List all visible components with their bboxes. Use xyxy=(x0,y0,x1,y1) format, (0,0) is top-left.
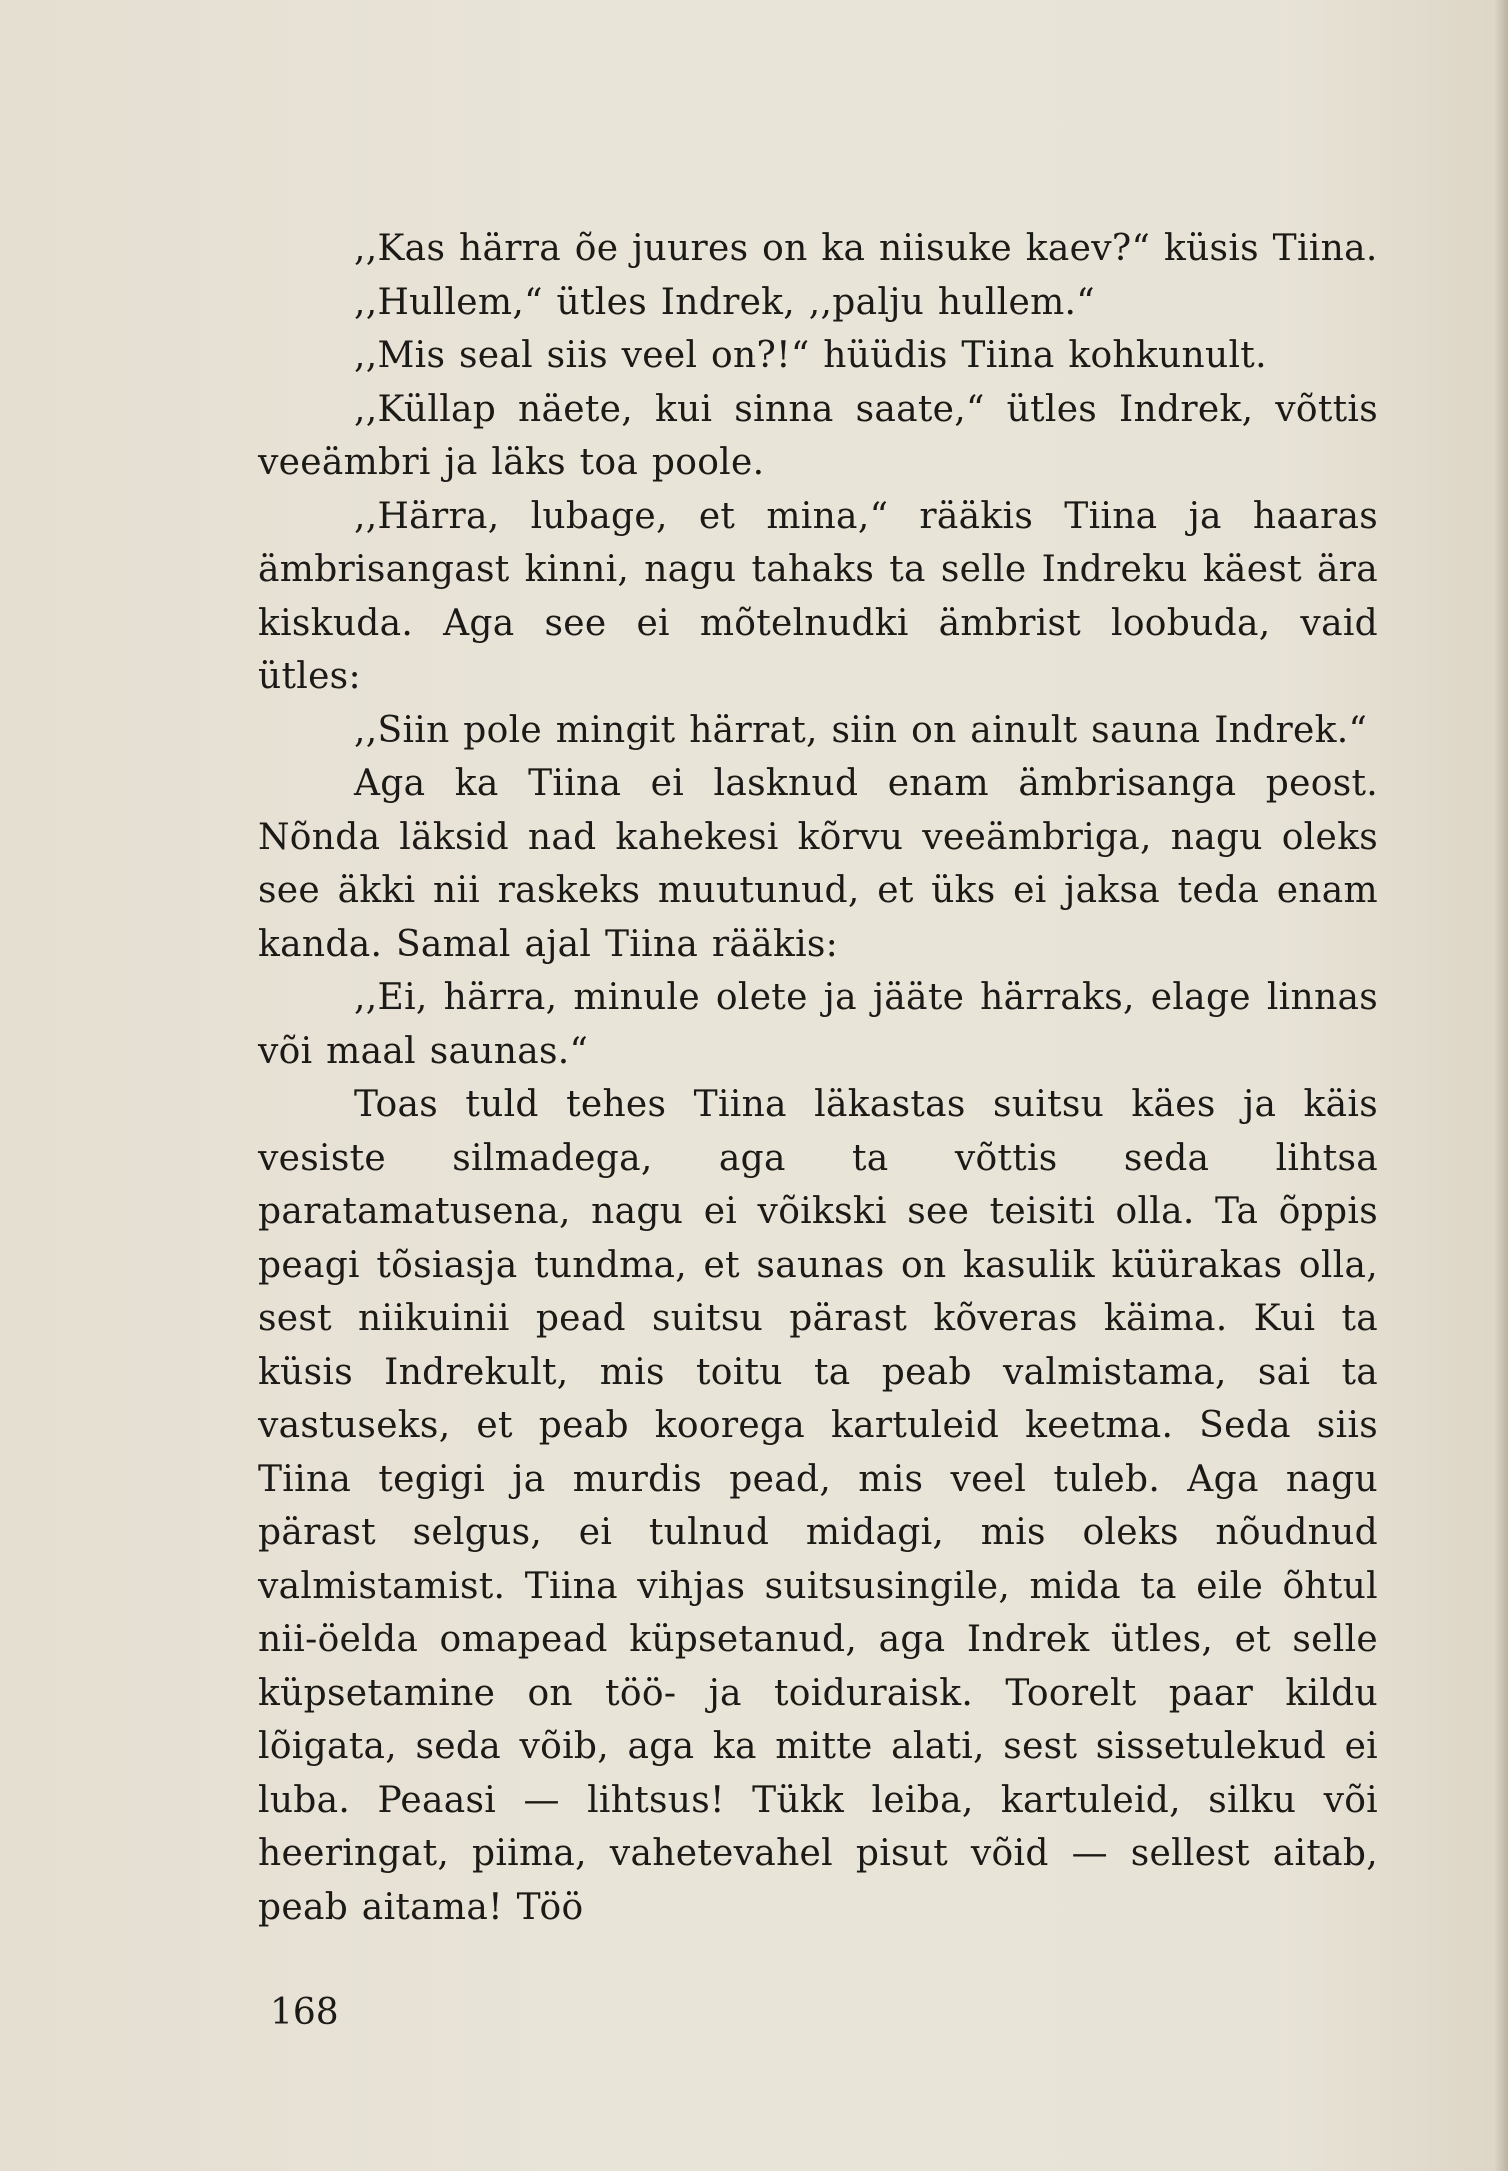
paragraph: ,,Kas härra õe juures on ka niisuke kaev?“ küsis Tiina. xyxy=(354,228,1378,269)
page-edge-shadow xyxy=(1494,0,1508,2171)
paragraph: ,,Mis seal siis veel on?!“ hüüdis Tiina kohkunult. xyxy=(354,335,1267,376)
page-number: 168 xyxy=(270,1992,339,2033)
paragraph: ,,Hullem,“ ütles Indrek, ,,palju hullem.“ xyxy=(354,281,1095,323)
paragraph: ,,Siin pole mingit härrat, siin on ainult sauna Indrek.“ xyxy=(354,709,1368,751)
paragraph: Aga ka Tiina ei lasknud enam ämbrisanga peost. Nõnda läksid nad kahekesi kõrvu veeämbriga, nagu oleks see äkki nii raskeks muutunud, et üks ei jaksa teda enam kanda. Samal ajal Tiina rääkis: xyxy=(258,763,1378,965)
paragraph: ,,Ei, härra, minule olete ja jääte härraks, elage linnas või maal saunas.“ xyxy=(258,977,1378,1072)
body-text xyxy=(258,222,1378,1934)
paragraph: Toas tuld tehes Tiina läkastas suitsu käes ja käis vesiste silmadega, aga ta võttis seda lihtsa paratamatusena, nagu ei võikski see teisiti olla. Ta õppis peagi tõsiasja tundma, et saunas on kasulik küürakas olla, sest niikuinii pead suitsu pärast kõveras käima. Kui ta küsis Indrekult, mis toitu ta peab valmistama, sai ta vastuseks, et peab koorega kartuleid keetma. Seda siis Tiina tegigi ja murdis pead, mis veel tuleb. Aga nagu pärast selgus, ei tulnud midagi, mis oleks nõudnud valmistamist. Tiina vihjas suitsusingile, mida ta eile õhtul nii-öelda omapead küpsetanud, aga Indrek ütles, et selle küpsetamine on töö- ja toiduraisk. Toorelt paar kildu lõigata, seda võib, aga ka mitte alati, sest sissetulekud ei luba. Peaasi — lihtsus! Tükk leiba, kartuleid, silku või heeringat, piima, vahetevahel pisut võid — sellest aitab, peab aitama! Töö xyxy=(258,1084,1378,1928)
paragraph: ,,Härra, lubage, et mina,“ rääkis Tiina ja haaras ämbrisangast kinni, nagu tahaks ta selle Indreku käest ära kiskuda. Aga see ei mõtelnudki ämbrist loobuda, vaid ütles: xyxy=(258,495,1378,697)
paragraph: ,,Küllap näete, kui sinna saate,“ ütles Indrek, võttis veeämbri ja läks toa poole. xyxy=(258,388,1378,483)
